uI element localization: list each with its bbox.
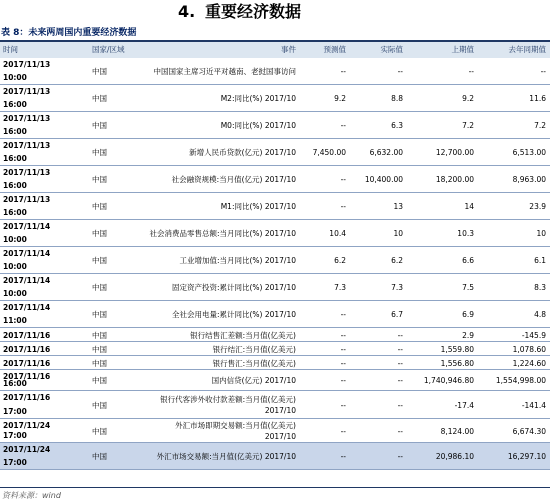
row-date: 2017/11/14 <box>3 276 51 285</box>
row-event: M0:同比(%) 2017/10 <box>220 121 296 130</box>
row-country: 中国 <box>92 121 107 130</box>
row-country: 中国 <box>92 400 107 410</box>
row-date: 2017/11/13 <box>3 114 51 123</box>
row-country: 中国 <box>92 94 107 103</box>
row-forecast: -- <box>340 175 346 184</box>
row-date: 2017/11/16 <box>3 393 51 402</box>
row-actual: -- <box>397 400 403 410</box>
row-event: 银行结售汇差额:当月值(亿美元) <box>190 330 296 340</box>
table-row <box>0 166 550 193</box>
table-row <box>0 85 550 112</box>
row-date: 2017/11/13 <box>3 60 51 69</box>
row-time: 16:00 <box>3 181 27 190</box>
row-event: 社会融资规模:当月值(亿元) 2017/10 <box>171 175 296 184</box>
row-date: 2017/11/24 <box>3 421 51 430</box>
row-prev-year: -- <box>540 67 546 76</box>
row-forecast: -- <box>340 344 346 354</box>
row-country: 中国 <box>92 229 107 238</box>
row-date: 2017/11/13 <box>3 168 51 177</box>
row-actual: 13 <box>393 202 403 211</box>
table-row <box>0 193 550 220</box>
table-row <box>0 247 550 274</box>
row-event: 2017/10 <box>264 406 296 415</box>
row-event: 银行代客涉外收付款差额:当月值(亿美元) <box>160 395 296 404</box>
row-forecast: 7.3 <box>334 283 346 292</box>
col-actual-header: 实际值 <box>380 45 403 54</box>
row-time: 16:00 <box>3 154 27 163</box>
row-previous: -- <box>468 67 474 76</box>
row-actual: 10 <box>393 229 403 238</box>
row-actual: 7.3 <box>391 283 403 292</box>
col-previous-header: 上期值 <box>451 45 474 54</box>
row-country: 中国 <box>92 148 107 157</box>
row-forecast: -- <box>340 330 346 340</box>
table-row <box>0 342 550 356</box>
row-time: 17:00 <box>3 458 27 467</box>
row-previous: 20,986.10 <box>435 452 474 461</box>
table-row <box>0 274 550 301</box>
row-event: 中国国家主席习近平对越南、老挝国事访问 <box>153 67 296 76</box>
row-actual: -- <box>397 67 403 76</box>
row-country: 中国 <box>92 202 107 211</box>
row-actual: -- <box>397 330 403 340</box>
row-date: 2017/11/16 <box>3 344 51 354</box>
row-forecast: -- <box>340 310 346 319</box>
row-country: 中国 <box>92 376 107 385</box>
row-event: 新增人民币贷款(亿元) 2017/10 <box>189 148 296 157</box>
row-time: 10:00 <box>3 235 27 244</box>
row-date: 2017/11/16 <box>3 330 51 340</box>
row-forecast: -- <box>340 376 346 385</box>
row-event: 社会消费品零售总额:当月同比(%) 2017/10 <box>149 229 296 238</box>
row-previous: 1,740,946.80 <box>423 376 474 385</box>
row-date: 2017/11/14 <box>3 249 51 258</box>
row-country: 中国 <box>92 175 107 184</box>
row-actual: 6,632.00 <box>369 148 403 157</box>
row-event: 全社会用电量:累计同比(%) 2017/10 <box>171 310 296 319</box>
row-event: 银行售汇:当月值(亿美元) <box>212 358 296 368</box>
table-row <box>0 443 550 470</box>
row-event: 工业增加值:当月同比(%) 2017/10 <box>179 256 296 265</box>
row-actual: -- <box>397 344 403 354</box>
col-event-header: 事件 <box>281 45 296 54</box>
row-previous: 18,200.00 <box>435 175 474 184</box>
row-date: 2017/11/14 <box>3 303 51 312</box>
row-prev-year: 16,297.10 <box>507 452 546 461</box>
table-row <box>0 58 550 85</box>
table-row <box>0 301 550 328</box>
section-heading <box>0 0 550 24</box>
row-previous: 6.9 <box>462 310 474 319</box>
row-forecast: 7,450.00 <box>312 148 346 157</box>
section-number: 4. <box>178 2 196 21</box>
row-prev-year: -141.4 <box>521 400 546 410</box>
row-country: 中国 <box>92 358 107 368</box>
row-event: 2017/10 <box>264 432 296 441</box>
row-country: 中国 <box>92 283 107 292</box>
row-forecast: 6.2 <box>334 256 346 265</box>
row-time: 16:00 <box>3 127 27 136</box>
row-forecast: -- <box>340 121 346 130</box>
row-country: 中国 <box>92 256 107 265</box>
row-previous: 12,700.00 <box>435 148 474 157</box>
row-country: 中国 <box>92 344 107 354</box>
row-time: 17:00 <box>3 431 27 440</box>
row-event: 银行结汇:当月值(亿美元) <box>212 344 296 354</box>
row-forecast: -- <box>340 67 346 76</box>
row-previous: 8,124.00 <box>440 426 474 436</box>
row-forecast: 10.4 <box>329 229 346 238</box>
section-title: 重要经济数据 <box>205 2 302 21</box>
row-event: 外汇市场交易额:当月值(亿美元) 2017/10 <box>156 452 296 461</box>
row-previous: 1,556.80 <box>440 358 474 368</box>
table-row <box>0 370 550 391</box>
table-caption: 表 8：未来两周国内重要经济数据 <box>1 28 137 38</box>
table-row <box>0 112 550 139</box>
row-country: 中国 <box>92 330 107 340</box>
row-forecast: -- <box>340 452 346 461</box>
row-time: 10:00 <box>3 73 27 82</box>
row-actual: -- <box>397 426 403 436</box>
row-previous: -17.4 <box>454 400 474 410</box>
row-forecast: -- <box>340 202 346 211</box>
row-actual: -- <box>397 358 403 368</box>
table-row <box>0 391 550 419</box>
row-previous: 1,559.80 <box>440 344 474 354</box>
row-prev-year: 11.6 <box>529 94 546 103</box>
row-date: 2017/11/16 <box>3 372 51 381</box>
row-prev-year: 6.1 <box>534 256 546 265</box>
row-date: 2017/11/13 <box>3 141 51 150</box>
row-previous: 7.5 <box>462 283 474 292</box>
row-prev-year: 1,554,998.00 <box>495 376 546 385</box>
row-prev-year: 1,224.60 <box>512 358 546 368</box>
row-country: 中国 <box>92 452 107 461</box>
row-previous: 7.2 <box>462 121 474 130</box>
table-header <box>0 42 550 58</box>
row-prev-year: 6,513.00 <box>512 148 546 157</box>
row-actual: 6.3 <box>391 121 403 130</box>
row-prev-year: 8,963.00 <box>512 175 546 184</box>
source-note: 资料来源：wind <box>2 491 61 500</box>
row-actual: 10,400.00 <box>364 175 403 184</box>
row-actual: -- <box>397 376 403 385</box>
row-previous: 6.6 <box>462 256 474 265</box>
row-country: 中国 <box>92 67 107 76</box>
col-forecast-header: 预测值 <box>323 45 346 54</box>
row-actual: 6.7 <box>391 310 403 319</box>
row-event: M2:同比(%) 2017/10 <box>220 94 296 103</box>
row-time: 10:00 <box>3 262 27 271</box>
table-body <box>0 58 550 470</box>
row-forecast: 9.2 <box>334 94 346 103</box>
row-country: 中国 <box>92 310 107 319</box>
row-prev-year: 6,674.30 <box>512 426 546 436</box>
row-event: 外汇市场即期交易额:当月值(亿美元) <box>175 421 296 430</box>
row-actual: 8.8 <box>391 94 403 103</box>
row-prev-year: 10 <box>536 229 546 238</box>
row-date: 2017/11/13 <box>3 87 51 96</box>
table-row <box>0 328 550 342</box>
row-previous: 9.2 <box>462 94 474 103</box>
row-prev-year: 23.9 <box>529 202 546 211</box>
table-row <box>0 356 550 370</box>
row-event: 固定资产投资:累计同比(%) 2017/10 <box>171 283 296 292</box>
row-actual: 6.2 <box>391 256 403 265</box>
col-prev-year-header: 去年同期值 <box>508 45 546 54</box>
table-row <box>0 139 550 166</box>
row-time: 10:00 <box>3 289 27 298</box>
row-country: 中国 <box>92 426 107 436</box>
row-time: 11:00 <box>3 316 27 325</box>
row-prev-year: 1,078.60 <box>512 344 546 354</box>
row-time: 16:00 <box>3 100 27 109</box>
row-date: 2017/11/13 <box>3 195 51 204</box>
row-prev-year: 4.8 <box>534 310 546 319</box>
row-previous: 14 <box>464 202 474 211</box>
row-forecast: -- <box>340 358 346 368</box>
row-prev-year: 7.2 <box>534 121 546 130</box>
row-date: 2017/11/16 <box>3 358 51 368</box>
row-date: 2017/11/14 <box>3 222 51 231</box>
col-country-header: 国家/区域 <box>92 45 125 54</box>
row-event: M1:同比(%) 2017/10 <box>220 202 296 211</box>
row-prev-year: -145.9 <box>521 330 546 340</box>
col-time-header: 时间 <box>3 45 18 54</box>
row-forecast: -- <box>340 400 346 410</box>
row-time: 16:00 <box>3 208 27 217</box>
table-row <box>0 220 550 247</box>
row-time: 16:00 <box>3 379 27 388</box>
row-prev-year: 8.3 <box>534 283 546 292</box>
row-event: 国内信贷(亿元) 2017/10 <box>211 376 296 385</box>
table-bottom-rule <box>0 487 550 488</box>
row-previous: 10.3 <box>457 229 474 238</box>
row-time: 17:00 <box>3 407 27 416</box>
row-forecast: -- <box>340 426 346 436</box>
row-date: 2017/11/24 <box>3 445 51 454</box>
row-actual: -- <box>397 452 403 461</box>
row-previous: 2.9 <box>462 330 474 340</box>
table-row <box>0 419 550 443</box>
